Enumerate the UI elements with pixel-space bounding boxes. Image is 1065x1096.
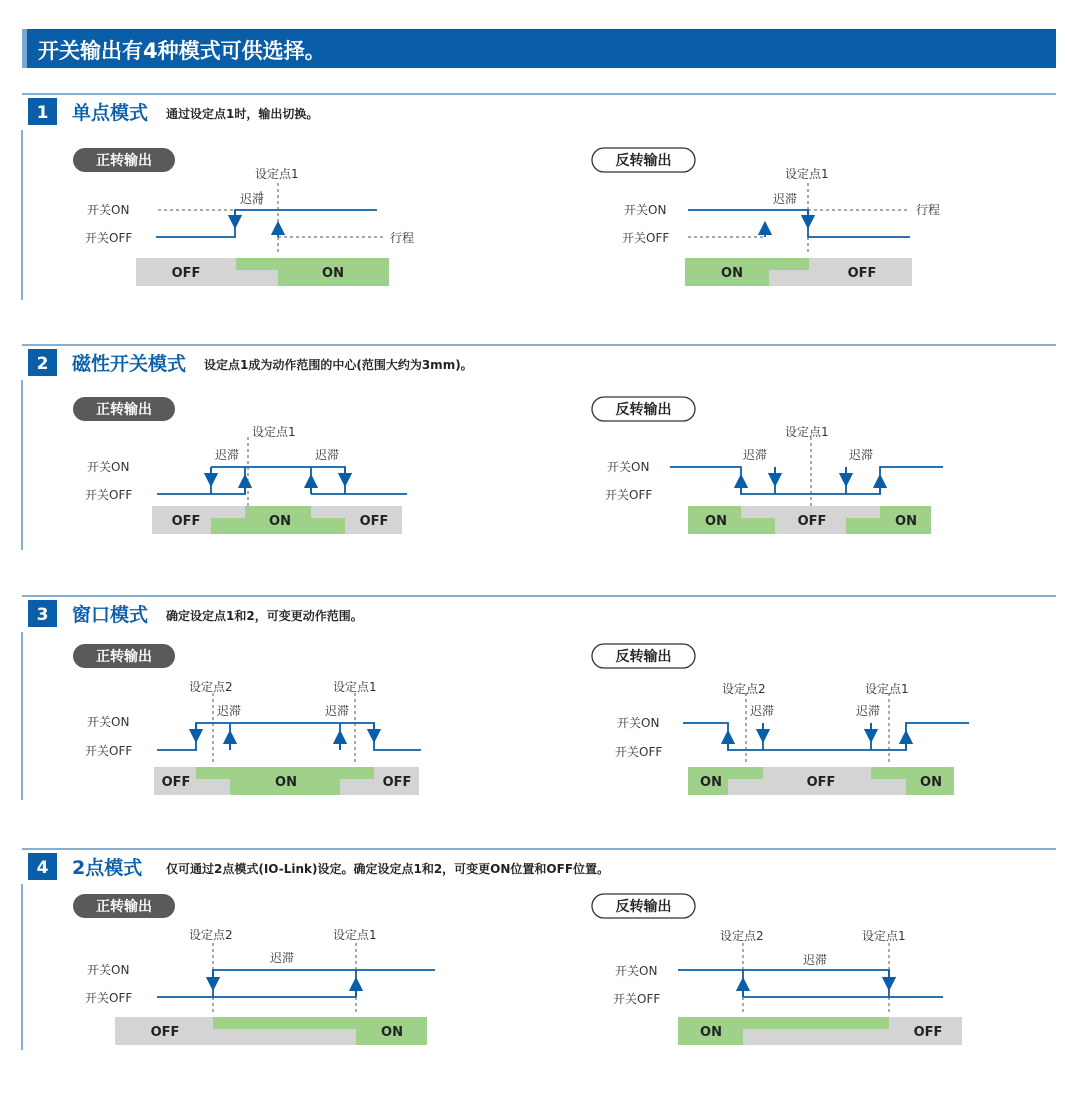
output-on-label: ON bbox=[895, 514, 917, 529]
hysteresis-label: 迟滞 bbox=[325, 704, 350, 718]
switch-on-label: 开关ON bbox=[607, 460, 650, 474]
output-bar-on bbox=[311, 518, 345, 534]
mode-number: 4 bbox=[36, 858, 49, 878]
mode-name: 窗口模式 bbox=[72, 604, 149, 626]
mode-number: 1 bbox=[36, 103, 49, 123]
output-bar-on bbox=[846, 518, 880, 534]
switch-off-label: 开关OFF bbox=[613, 992, 661, 1006]
switching-line bbox=[157, 467, 407, 494]
mode-description: 确定设定点1和2，可变更动作范围。 bbox=[166, 609, 363, 623]
switching-line bbox=[156, 210, 377, 237]
switch-on-label: 开关ON bbox=[617, 716, 660, 730]
output-bar-on bbox=[728, 767, 763, 779]
hysteresis-label: 迟滞 bbox=[240, 192, 265, 206]
output-bar-off bbox=[743, 1029, 889, 1045]
output-on-label: ON bbox=[269, 514, 291, 529]
switch-on-label: 开关ON bbox=[87, 715, 130, 729]
output-on-label: ON bbox=[705, 514, 727, 529]
switch-off-label: 开关OFF bbox=[85, 991, 133, 1005]
output-bar-on bbox=[871, 767, 906, 779]
switch-on-label: 开关ON bbox=[87, 963, 130, 977]
setpoint2-label: 设定点2 bbox=[189, 680, 233, 694]
reverse-output-label: 反转输出 bbox=[615, 402, 672, 418]
mode-name: 2点模式 bbox=[72, 857, 143, 879]
output-bar-off bbox=[211, 506, 245, 518]
setpoint1-label: 设定点1 bbox=[333, 928, 377, 942]
hysteresis-label: 迟滞 bbox=[215, 448, 240, 462]
switch-off-label: 开关OFF bbox=[615, 745, 663, 759]
output-off-label: OFF bbox=[913, 1025, 943, 1040]
output-off-label: OFF bbox=[806, 775, 836, 790]
switching-line bbox=[157, 970, 435, 997]
reverse-output-label: 反转输出 bbox=[615, 649, 672, 665]
output-off-label: OFF bbox=[797, 514, 827, 529]
output-off-label: OFF bbox=[161, 775, 191, 790]
reverse-output-label: 反转输出 bbox=[615, 899, 672, 915]
setpoint1-label: 设定点1 bbox=[333, 680, 377, 694]
output-on-label: ON bbox=[700, 775, 722, 790]
switching-line bbox=[678, 970, 943, 997]
output-off-label: OFF bbox=[171, 266, 201, 281]
mode-name: 磁性开关模式 bbox=[72, 353, 187, 375]
switch-on-label: 开关ON bbox=[615, 964, 658, 978]
setpoint1-label: 设定点1 bbox=[865, 682, 909, 696]
mode-name: 单点模式 bbox=[72, 102, 149, 124]
output-bar-off bbox=[340, 779, 374, 795]
output-bar-off bbox=[236, 270, 278, 286]
normal-output-label: 正转输出 bbox=[96, 402, 152, 418]
stroke-label: 行程 bbox=[390, 231, 415, 245]
setpoint1-label: 设定点1 bbox=[785, 425, 829, 439]
setpoint1-label: 设定点1 bbox=[252, 425, 296, 439]
output-off-label: OFF bbox=[150, 1025, 180, 1040]
hysteresis-label: 迟滞 bbox=[856, 704, 881, 718]
page-title: 开关输出有4种模式可供选择。 bbox=[38, 39, 326, 63]
switch-on-label: 开关ON bbox=[624, 203, 667, 217]
switching-line bbox=[683, 723, 969, 750]
switching-line bbox=[670, 467, 943, 494]
hysteresis-label: 迟滞 bbox=[270, 951, 295, 965]
hysteresis-label: 迟滞 bbox=[849, 448, 874, 462]
output-bar-off bbox=[769, 270, 809, 286]
setpoint2-label: 设定点2 bbox=[720, 929, 764, 943]
output-bar-off bbox=[311, 506, 345, 518]
setpoint1-label: 设定点1 bbox=[862, 929, 906, 943]
switch-off-label: 开关OFF bbox=[85, 231, 133, 245]
output-on-label: ON bbox=[275, 775, 297, 790]
normal-output-label: 正转输出 bbox=[96, 649, 152, 665]
setpoint2-label: 设定点2 bbox=[722, 682, 766, 696]
hysteresis-label: 迟滞 bbox=[315, 448, 340, 462]
normal-output-label: 正转输出 bbox=[96, 899, 152, 915]
mode-description: 通过设定点1时，输出切换。 bbox=[166, 107, 319, 121]
switch-off-label: 开关OFF bbox=[85, 488, 133, 502]
mode-number: 3 bbox=[36, 605, 49, 625]
setpoint1-label: 设定点1 bbox=[255, 167, 299, 181]
mode-description: 设定点1成为动作范围的中心(范围大约为3mm)。 bbox=[204, 358, 473, 372]
reverse-output-label: 反转输出 bbox=[615, 153, 672, 169]
hysteresis-label: 迟滞 bbox=[217, 704, 242, 718]
mode-number: 2 bbox=[36, 354, 49, 374]
output-on-label: ON bbox=[920, 775, 942, 790]
hysteresis-label: 迟滞 bbox=[750, 704, 775, 718]
output-on-label: ON bbox=[381, 1025, 403, 1040]
mode-description: 仅可通过2点模式(IO-Link)设定。确定设定点1和2，可变更ON位置和OFF位置。 bbox=[166, 862, 610, 876]
normal-output-label: 正转输出 bbox=[96, 153, 152, 169]
switch-off-label: 开关OFF bbox=[622, 231, 670, 245]
output-bar-off bbox=[213, 1029, 356, 1045]
switch-off-label: 开关OFF bbox=[85, 744, 133, 758]
output-on-label: ON bbox=[721, 266, 743, 281]
hysteresis-label: 迟滞 bbox=[743, 448, 768, 462]
setpoint2-label: 设定点2 bbox=[189, 928, 233, 942]
switching-line bbox=[688, 210, 910, 237]
switch-off-label: 开关OFF bbox=[605, 488, 653, 502]
output-bar-on bbox=[741, 518, 775, 534]
hysteresis-label: 迟滞 bbox=[773, 192, 798, 206]
stroke-label: 行程 bbox=[916, 203, 941, 217]
hysteresis-label: 迟滞 bbox=[803, 953, 828, 967]
output-off-label: OFF bbox=[171, 514, 201, 529]
setpoint1-label: 设定点1 bbox=[785, 167, 829, 181]
switch-on-label: 开关ON bbox=[87, 460, 130, 474]
output-off-label: OFF bbox=[382, 775, 412, 790]
output-off-label: OFF bbox=[847, 266, 877, 281]
output-off-label: OFF bbox=[359, 514, 389, 529]
switch-on-label: 开关ON bbox=[87, 203, 130, 217]
output-on-label: ON bbox=[700, 1025, 722, 1040]
output-bar-off bbox=[196, 779, 230, 795]
output-on-label: ON bbox=[322, 266, 344, 281]
